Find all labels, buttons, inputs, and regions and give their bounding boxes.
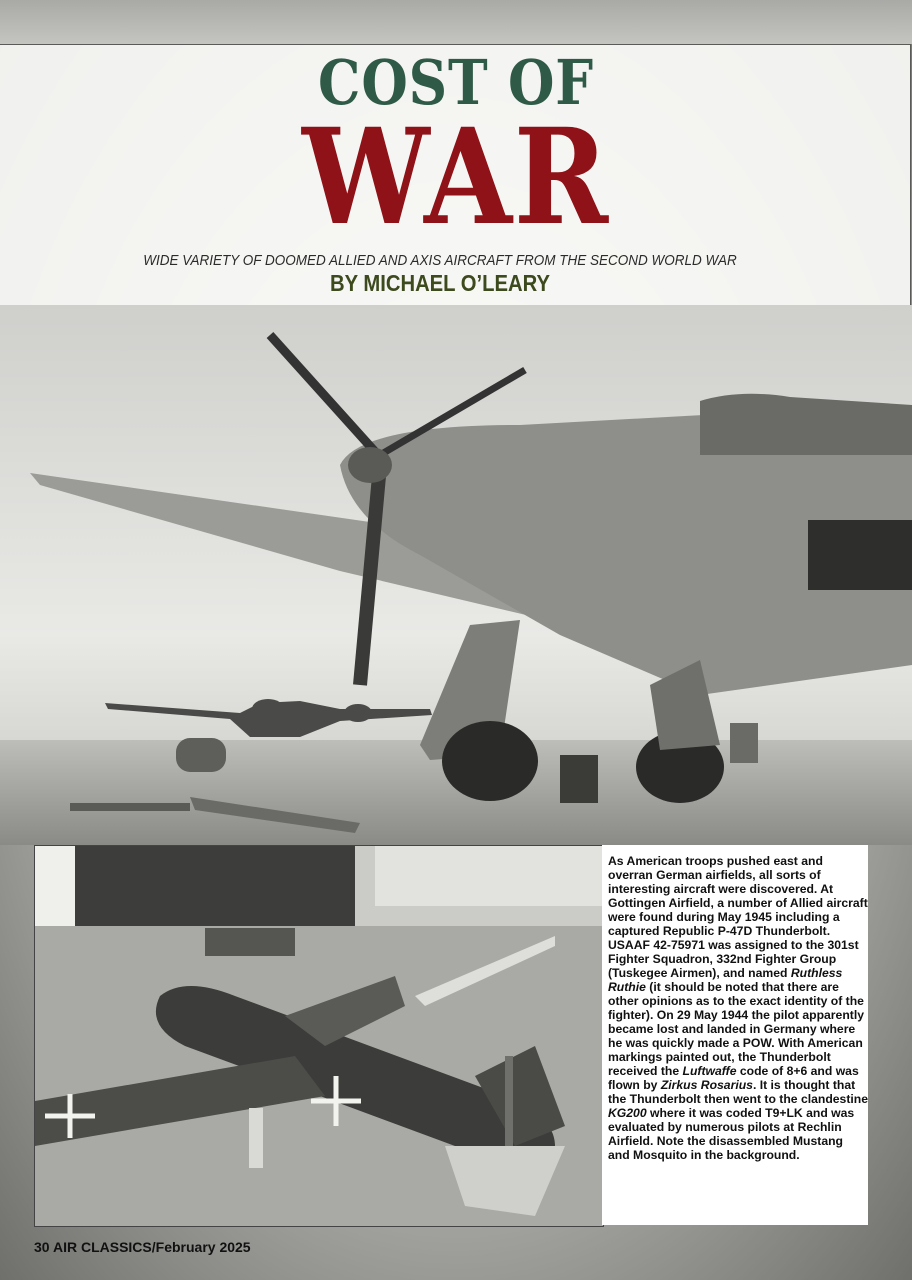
inset-photo-hangar (34, 845, 604, 1227)
caption-text-5: where it was coded T9+LK and was evaluated by numerous pilots at Rechlin Airfield. Note the disassembled Mustang and Mosquito in the background. (608, 1106, 855, 1162)
title-line-2: WAR (302, 100, 610, 255)
caption-aircraft-name: Ruthless Ruthie (608, 966, 843, 994)
article-subtitle: WIDE VARIETY OF DOOMED ALLIED AND AXIS AIRCRAFT FROM THE SECOND WORLD WAR (143, 252, 737, 269)
issue-date: /February 2025 (151, 1239, 251, 1255)
article-byline: BY MICHAEL O’LEARY (329, 270, 551, 296)
caption-luftwaffe: Luftwaffe (682, 1064, 737, 1078)
caption-text-1: As American troops pushed east and overran German airfields, all sorts of interesting aircraft were discovered. At Gottingen Airfield, a number of Allied aircraft were found during May 1945 including a captured Republic P-47D Thunderbolt. USAAF 42-75971 was assigned to the 301st Fighter Squadron, 332nd Fighter Group (Tuskegee Airmen), and named (608, 854, 868, 980)
caption-text-4: . It is thought that the Thunderbolt then went to the clandestine (608, 1078, 869, 1106)
page-footer (34, 1239, 251, 1255)
caption-text-2: (it should be noted that there are other opinions as to the exact identity of the fighter). On 29 May 1944 the pilot apparently became lost and landed in Germany where he was quickly made a POW. With American markings painted out, the Thunderbolt received the (608, 980, 864, 1078)
photo-caption (608, 854, 868, 1162)
magazine-name: AIR CLASSICS (52, 1239, 152, 1255)
page-number: 30 (34, 1239, 50, 1255)
caption-text-3: code of 8+6 and was flown by (608, 1064, 859, 1092)
caption-unit-name: Zirkus Rosarius (660, 1078, 753, 1092)
caption-kg200: KG200 (608, 1106, 647, 1120)
main-photo-aircraft (0, 305, 912, 845)
top-photo-strip (0, 0, 912, 44)
title-line-1: COST OF (318, 46, 594, 119)
